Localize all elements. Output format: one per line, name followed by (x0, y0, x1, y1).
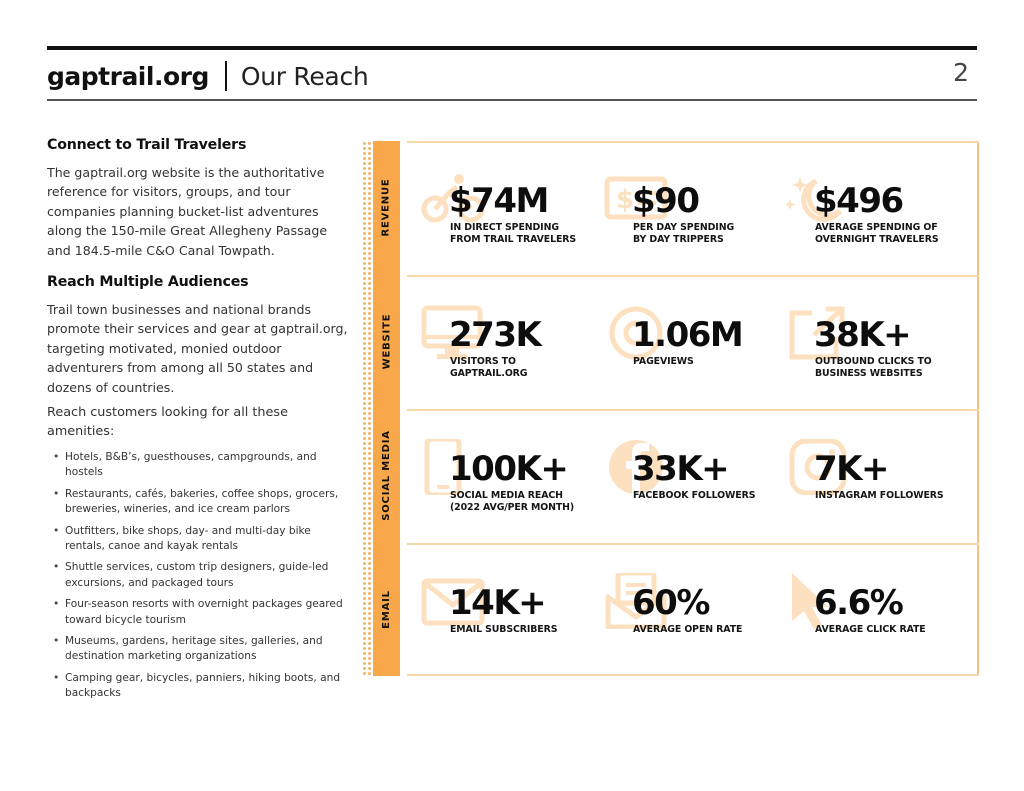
stat-card (786, 411, 966, 544)
row-label (373, 409, 400, 542)
row-label (373, 141, 400, 274)
brand-name: gaptrail.org (47, 61, 209, 91)
stat-caption-line: AVERAGE OPEN RATE (633, 624, 743, 635)
list-item: • Shuttle services, custom trip designers, guide-led excursions, and packaged tours (47, 560, 352, 591)
stat-caption-line: EMAIL SUBSCRIBERS (450, 624, 558, 635)
stat-card (786, 545, 966, 678)
row-box (407, 543, 979, 676)
heading-connect: Connect to Trail Travelers (47, 137, 247, 153)
stats-row-website (381, 275, 979, 408)
stat-value: $496 (814, 181, 903, 221)
stat-caption (450, 222, 576, 247)
row-box (407, 141, 979, 274)
stat-card (421, 143, 601, 276)
heading-audiences: Reach Multiple Audiences (47, 274, 249, 291)
stats-row-email (381, 543, 979, 676)
stat-caption (633, 624, 742, 636)
stat-caption (633, 222, 734, 247)
stat-caption-line: IN DIRECT SPENDING (450, 222, 559, 233)
page-title: Our Reach (240, 61, 369, 91)
stat-caption (815, 222, 938, 247)
list-item: • Restaurants, cafés, bakeries, coffee shops, grocers, breweries, wineries, and ice cream parlors (47, 487, 352, 518)
top-rule (47, 46, 977, 50)
svg-text:$: $ (616, 185, 635, 215)
list-item: • Camping gear, bicycles, panniers, hiking boots, and backpacks (47, 671, 352, 702)
row-label (373, 275, 400, 408)
stat-value: 6.6% (814, 583, 903, 623)
stat-card (421, 545, 601, 678)
dot-pattern (362, 141, 373, 676)
page-header (47, 58, 977, 94)
stats-row-social-media (381, 409, 979, 542)
stats-panel (362, 141, 979, 676)
stat-value: 14K+ (449, 583, 546, 623)
stat-value: 60% (632, 583, 709, 623)
row-label-text: SOCIAL MEDIA (381, 430, 392, 521)
stat-card (604, 411, 784, 544)
stat-caption-line: OVERNIGHT TRAVELERS (815, 234, 939, 246)
header-separator (225, 61, 227, 91)
left-column (47, 137, 352, 708)
list-item: • Hotels, B&B’s, guesthouses, campgrounds, and hostels (47, 450, 352, 481)
stat-card (604, 277, 784, 410)
stat-card (604, 545, 784, 678)
stats-row-revenue (381, 141, 979, 274)
stat-value: 100K+ (449, 449, 568, 489)
stat-card (421, 411, 601, 544)
row-box (407, 409, 979, 542)
stat-caption (450, 490, 574, 515)
stat-caption (450, 356, 527, 381)
stat-caption (815, 490, 944, 502)
stat-caption-line: INSTAGRAM FOLLOWERS (815, 490, 944, 501)
list-item: • Museums, gardens, heritage sites, galleries, and destination marketing organizations (47, 634, 352, 665)
stat-caption-line: PER DAY SPENDING (633, 222, 735, 233)
amenities-list (47, 450, 352, 702)
stat-caption-line: FROM TRAIL TRAVELERS (450, 234, 577, 246)
stat-value: $90 (632, 181, 699, 221)
row-label-text: EMAIL (381, 590, 392, 629)
intro-paragraph: The gaptrail.org website is the authoritative reference for visitors, groups, and tour companies planning bucket-list adventures along the 150-mile Great Allegheny Passage and 184.5-mile C&O Canal Towpath. (47, 165, 328, 258)
audiences-paragraph: Trail town businesses and national brands promote their services and gear at gaptrail.org, targeting motivated, monied outdoor adventurers from among all 50 states and dozens of countries. (47, 302, 348, 395)
stat-caption-line: AVERAGE SPENDING OF (815, 222, 938, 233)
amenities-lead: Reach customers looking for all these amenities: (47, 405, 288, 440)
stat-caption-line: AVERAGE CLICK RATE (815, 624, 926, 635)
stat-card (786, 143, 966, 276)
stat-caption-line: BY DAY TRIPPERS (633, 234, 724, 246)
stat-caption-line: FACEBOOK FOLLOWERS (633, 490, 756, 501)
stat-caption (815, 356, 932, 381)
stat-value: $74M (449, 181, 548, 221)
stat-value: 33K+ (632, 449, 729, 489)
list-item: • Outfitters, bike shops, day- and multi-day bike rentals, canoe and kayak rentals (47, 524, 352, 555)
stat-caption (450, 624, 557, 636)
row-box (407, 275, 979, 408)
stat-value: 38K+ (814, 315, 911, 355)
stat-value: 7K+ (814, 449, 888, 489)
stat-value: 273K (449, 315, 541, 355)
list-item: • Four-season resorts with overnight packages geared toward bicycle tourism (47, 597, 352, 628)
stat-caption-line: VISITORS TO (450, 356, 516, 367)
row-label-text: REVENUE (381, 178, 392, 237)
stat-caption-line: BUSINESS WEBSITES (815, 368, 923, 380)
stat-value: 1.06M (632, 315, 743, 355)
row-label-text: WEBSITE (381, 313, 393, 370)
stat-card (421, 277, 601, 410)
stat-caption-line: SOCIAL MEDIA REACH (450, 490, 563, 501)
stat-caption (633, 356, 694, 368)
stat-caption-line: (2022 AVG/PER MONTH) (450, 502, 575, 514)
stat-card (604, 143, 784, 276)
stat-caption-line: PAGEVIEWS (633, 356, 694, 367)
stat-card (786, 277, 966, 410)
page-number: 2 (953, 58, 969, 87)
stat-caption-line: OUTBOUND CLICKS TO (815, 356, 932, 367)
stat-caption-line: GAPTRAIL.ORG (450, 368, 528, 380)
row-label (373, 543, 400, 676)
header-rule (47, 99, 977, 101)
stat-caption (633, 490, 755, 502)
stat-caption (815, 624, 926, 636)
